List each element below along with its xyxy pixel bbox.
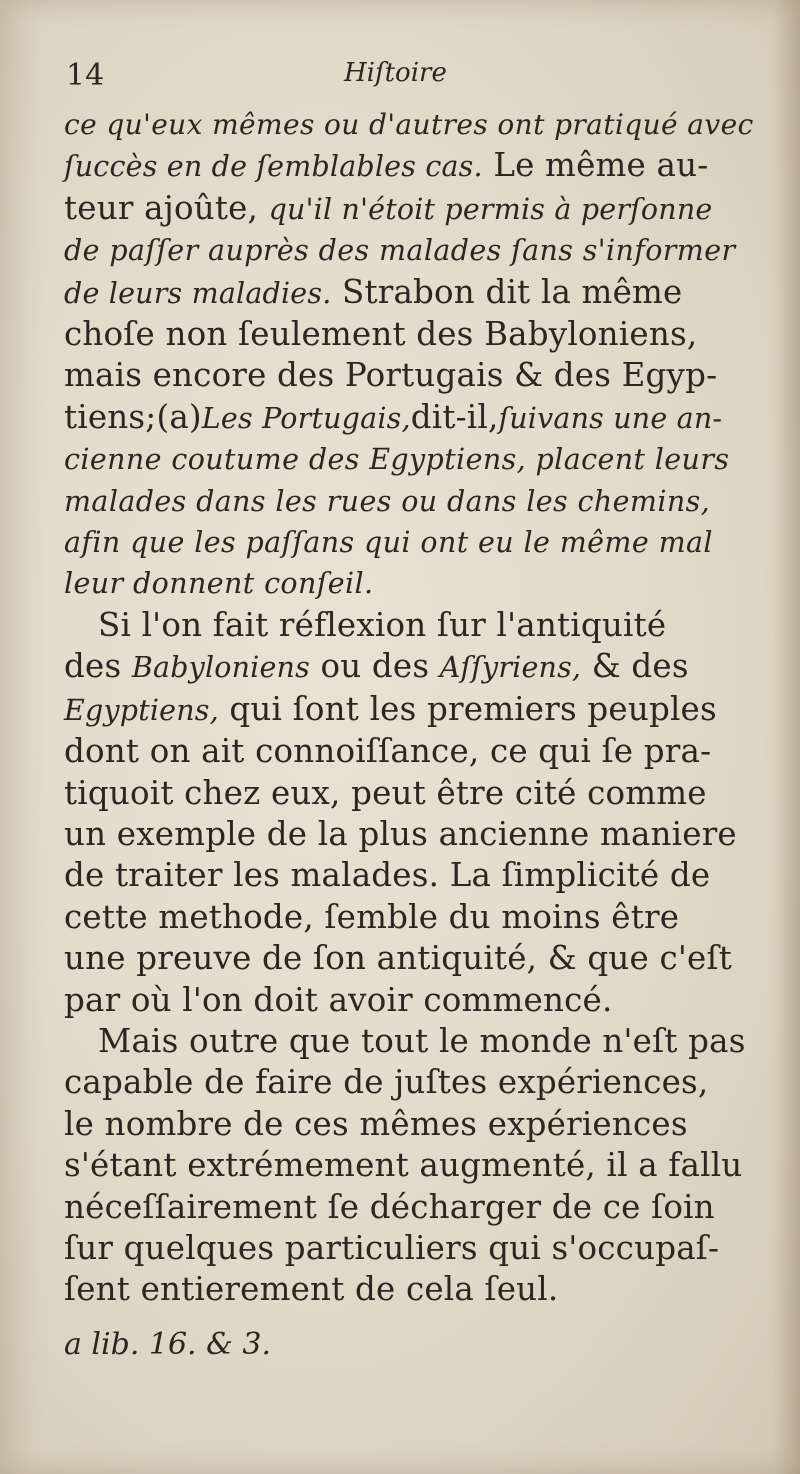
text-line: de traiter les malades. La ſimplicité de: [64, 856, 711, 895]
paragraph-start-line: Si l'on fait réflexion ſur l'antiquité: [98, 605, 667, 644]
text-line: par où l'on doit avoir commencé.: [64, 980, 613, 1019]
text-line: tiens;(a)Les Portugais,dit-il,ſuivans une an-: [64, 397, 723, 436]
text-line: de leurs maladies. Strabon dit la même: [64, 272, 683, 311]
text-line: ce qu'eux mêmes ou d'autres ont pratiqué avec: [64, 108, 754, 141]
text-line: cienne coutume des Egyptiens, placent leurs: [64, 443, 730, 477]
paragraph-start-line: Mais outre que tout le monde n'eſt pas: [98, 1021, 746, 1060]
text-line: ſur quelques particuliers qui s'occupaſ-: [64, 1228, 720, 1267]
page-header: [64, 58, 764, 104]
text-line: choſe non ſeulement des Babyloniens,: [64, 315, 698, 354]
text-line: s'étant extrémement augmenté, il a fallu: [64, 1146, 743, 1185]
page-spine-shadow: [774, 0, 800, 1474]
text-line: capable de faire de juſtes expériences,: [64, 1063, 709, 1102]
text-line: ſent entierement de cela ſeul.: [64, 1270, 559, 1309]
page-number: 14: [66, 58, 105, 93]
text-line: afin que les paſſans qui ont eu le même mal: [64, 526, 713, 560]
text-line: ſuccès en de ſemblables cas. Le même au-: [64, 146, 709, 185]
text-line: le nombre de ces mêmes expériences: [64, 1104, 688, 1143]
text-line: leur donnent conſeil.: [64, 567, 374, 601]
text-line: des Babyloniens ou des Aſſyriens, & des: [64, 647, 689, 686]
footnote: a lib. 16. & 3.: [64, 1326, 271, 1362]
page-text-block: [64, 58, 764, 1369]
text-line: dont on ait connoiſſance, ce qui ſe pra-: [64, 732, 712, 771]
text-line: néceſſairement ſe décharger de ce ſoin: [64, 1187, 715, 1226]
text-line: de paſſer auprès des malades ſans s'informer: [64, 234, 736, 268]
text-line: Egyptiens, qui ſont les premiers peuples: [64, 689, 717, 728]
text-line: teur ajoûte, qu'il n'étoit permis à perſonne: [64, 188, 713, 227]
text-line: une preuve de ſon antiquité, & que c'eſt: [64, 939, 732, 978]
text-line: un exemple de la plus ancienne maniere: [64, 814, 737, 853]
text-line: mais encore des Portugais & des Egyp-: [64, 356, 718, 395]
text-line: tiquoit chez eux, peut être cité comme: [64, 773, 707, 812]
running-title: Hiſtoire: [344, 58, 447, 88]
text-line: malades dans les rues ou dans les chemins,: [64, 484, 711, 518]
text-line: cette methode, ſemble du moins être: [64, 897, 680, 936]
